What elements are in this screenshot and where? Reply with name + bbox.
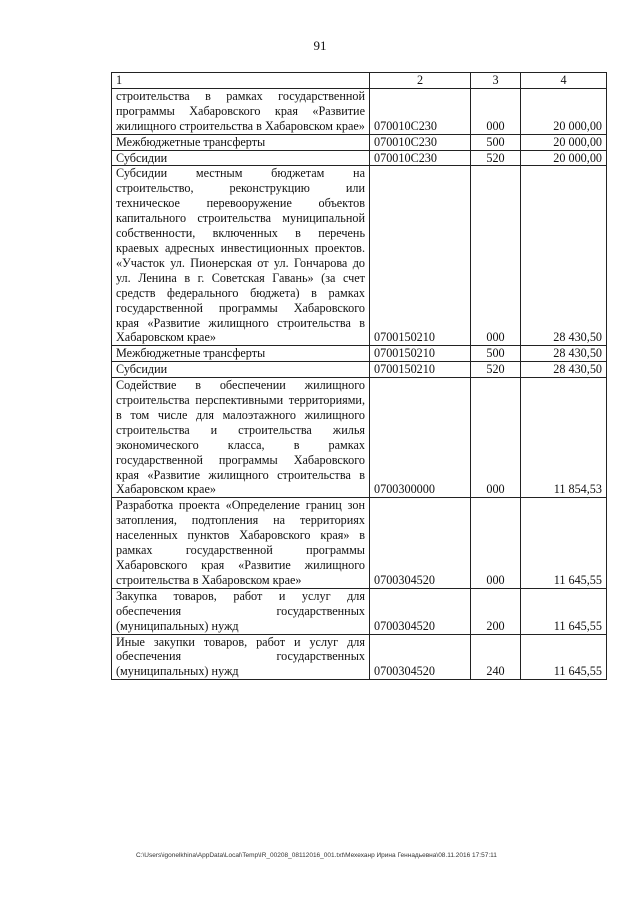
- header-col-3: 3: [471, 73, 521, 89]
- row-name: Межбюджетные трансферты: [112, 134, 370, 150]
- row-sum: 28 430,50: [521, 166, 607, 346]
- row-sum: 28 430,50: [521, 346, 607, 362]
- row-name: Иные закупки товаров, работ и услуг для обеспечения государственных (муниципальных) нужд: [112, 634, 370, 680]
- table-row: [112, 166, 607, 346]
- table-row: [112, 378, 607, 498]
- table-row: [112, 346, 607, 362]
- row-code: 0700300000: [370, 378, 471, 498]
- row-type: 500: [471, 346, 521, 362]
- row-name: Разработка проекта «Определение границ зон затопления, подтопления на территориях населенных пунктов Хабаровского края» в рамках государственной программы Хабаровского края «Развитие жилищного строительства в Хабаровском крае»: [112, 498, 370, 588]
- table-row: [112, 88, 607, 134]
- row-sum: 28 430,50: [521, 362, 607, 378]
- row-sum: 20 000,00: [521, 88, 607, 134]
- row-sum: 11 645,55: [521, 588, 607, 634]
- table-row: [112, 362, 607, 378]
- row-type: 520: [471, 362, 521, 378]
- row-code: 070010С230: [370, 150, 471, 166]
- row-sum: 11 645,55: [521, 498, 607, 588]
- row-code: 0700304520: [370, 634, 471, 680]
- row-name: Субсидии: [112, 362, 370, 378]
- row-name: Субсидии: [112, 150, 370, 166]
- row-name: Содействие в обеспечении жилищного строительства перспективными территориями, в том числе для малоэтажного жилищного строительства и строительства жилья экономического класса, в рамках государственной программы Хабаровского края «Развитие жилищного строительства в Хабаровском крае»: [112, 378, 370, 498]
- row-sum: 11 645,55: [521, 634, 607, 680]
- row-name: строительства в рамках государственной программы Хабаровского края «Развитие жилищного строительства в Хабаровском крае»: [112, 88, 370, 134]
- row-code: 070010С230: [370, 88, 471, 134]
- row-name: Закупка товаров, работ и услуг для обеспечения государственных (муниципальных) нужд: [112, 588, 370, 634]
- table-row: [112, 134, 607, 150]
- row-code: 0700304520: [370, 498, 471, 588]
- row-code: 070010С230: [370, 134, 471, 150]
- header-col-2: 2: [370, 73, 471, 89]
- page-number: 91: [313, 38, 327, 53]
- row-sum: 20 000,00: [521, 150, 607, 166]
- row-type: 500: [471, 134, 521, 150]
- header-col-4: 4: [521, 73, 607, 89]
- table-row: [112, 498, 607, 588]
- header-col-1: 1: [112, 73, 370, 89]
- row-name: Субсидии местным бюджетам на строительство, реконструкцию или техническое перевооружение объектов капитального строительства муниципальной собственности, включенных в перечень краевых адресных инвестиционных проектов. «Участок ул. Пионерская от ул. Гончарова до ул. Ленина в г. Советская Гавань» (за счет средств федерального бюджета) в рамках государственной программы Хабаровского края «Развитие жилищного строительства в Хабаровском крае»: [112, 166, 370, 346]
- table-row: [112, 150, 607, 166]
- row-name: Межбюджетные трансферты: [112, 346, 370, 362]
- budget-table: [111, 72, 607, 680]
- table-row: [112, 634, 607, 680]
- row-sum: 11 854,53: [521, 378, 607, 498]
- row-code: 0700150210: [370, 346, 471, 362]
- row-sum: 20 000,00: [521, 134, 607, 150]
- row-type: 000: [471, 498, 521, 588]
- table-header-row: [112, 73, 607, 89]
- row-code: 0700150210: [370, 166, 471, 346]
- row-type: 000: [471, 88, 521, 134]
- row-type: 000: [471, 378, 521, 498]
- row-type: 520: [471, 150, 521, 166]
- row-code: 0700304520: [370, 588, 471, 634]
- row-type: 240: [471, 634, 521, 680]
- file-path-footer: C:\Users\igonelkhina\AppData\Local\Temp\IR_00208_08112016_001.txt\Мехеханр Ирина Геннадьевна\08.11.2016 17:57:11: [136, 852, 497, 859]
- row-type: 000: [471, 166, 521, 346]
- row-code: 0700150210: [370, 362, 471, 378]
- table-row: [112, 588, 607, 634]
- row-type: 200: [471, 588, 521, 634]
